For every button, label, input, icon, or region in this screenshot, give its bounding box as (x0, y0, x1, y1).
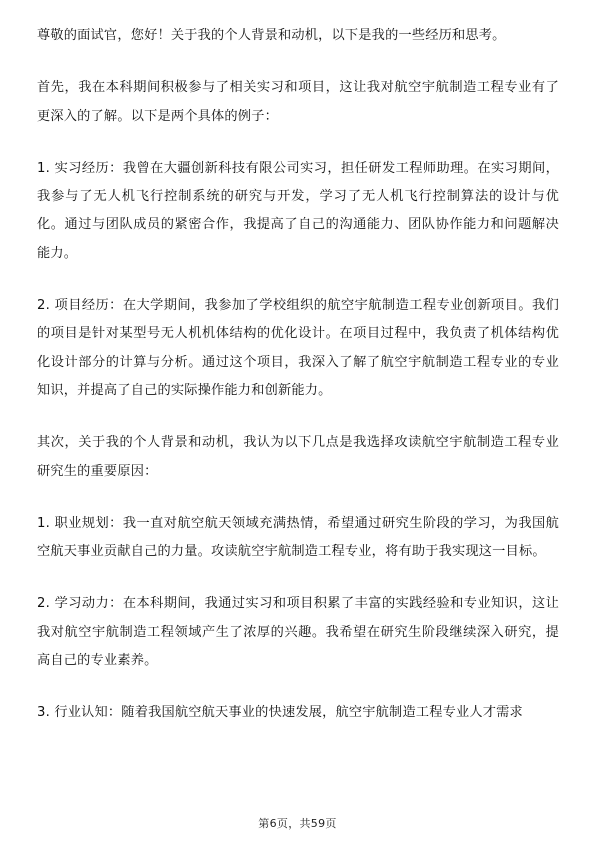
internship-paragraph: 1. 实习经历：我曾在大疆创新科技有限公司实习，担任研发工程师助理。在实习期间，我参与了无人机飞行控制系统的研究与开发，学习了无人机飞行控制算法的设计与优化。通过与团队成员的紧密合作，我提高了自己的沟通能力、团队协作能力和问题解决能力。 (37, 160, 559, 261)
project-paragraph: 2. 项目经历：在大学期间，我参加了学校组织的航空宇航制造工程专业创新项目。我们的项目是针对某型号无人机机体结构的优化设计。在项目过程中，我负责了机体结构优化设计部分的计算与分析。通过这个项目，我深入了解了航空宇航制造工程专业的专业知识，并提高了自己的实际操作能力和创新能力。 (37, 298, 559, 398)
study-motivation-paragraph: 2. 学习动力：在本科期间，我通过实习和项目积累了丰富的实践经验和专业知识，这让我对航空宇航制造工程领域产生了浓厚的兴趣。我希望在研究生阶段继续深入研究，提高自己的专业素养。 (37, 596, 559, 669)
motivation-intro-paragraph: 其次，关于我的个人背景和动机，我认为以下几点是我选择攻读航空宇航制造工程专业研究生的重要原因： (37, 435, 559, 479)
page-number: 第6页，共59页 (258, 817, 337, 830)
intro-paragraph: 首先，我在本科期间积极参与了相关实习和项目，这让我对航空宇航制造工程专业有了更深入的了解。以下是两个具体的例子： (37, 80, 559, 124)
document-body (37, 22, 559, 752)
greeting-paragraph: 尊敬的面试官，您好！关于我的个人背景和动机，以下是我的一些经历和思考。 (37, 28, 506, 43)
industry-awareness-paragraph: 3. 行业认知：随着我国航空航天事业的快速发展，航空宇航制造工程专业人才需求 (37, 705, 523, 721)
career-plan-paragraph: 1. 职业规划：我一直对航空航天领域充满热情，希望通过研究生阶段的学习，为我国航空航天事业贡献自己的力量。攻读航空宇航制造工程专业，将有助于我实现这一目标。 (37, 515, 559, 560)
